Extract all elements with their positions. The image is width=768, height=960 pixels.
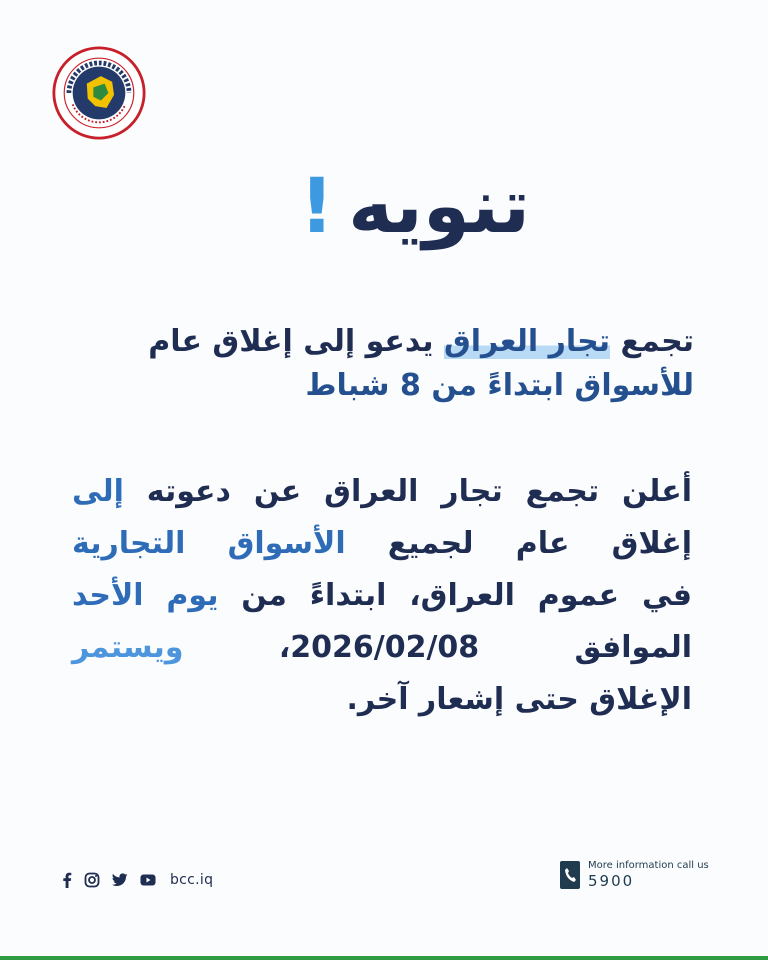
- body-line-2: إغلاق عام لجميع الأسواق التجارية: [72, 526, 692, 561]
- phone-number[interactable]: 5900: [588, 872, 635, 890]
- announcement-body: [72, 466, 692, 726]
- contact-info: [560, 860, 709, 890]
- title-word: تنويه: [348, 161, 530, 250]
- headline-line-1: تجمع تجار العراق يدعو إلى إغلاق عام: [148, 324, 694, 359]
- facebook-icon[interactable]: [62, 872, 72, 888]
- headline-line-2: للأسواق ابتداءً من 8 شباط: [305, 368, 694, 403]
- website-link[interactable]: bcc.iq: [170, 872, 214, 888]
- body-line-3: في عموم العراق، ابتداءً من يوم الأحد: [72, 578, 692, 613]
- body-line-5: الإغلاق حتى إشعار آخر.: [346, 682, 692, 717]
- headline-highlight: تجار العراق: [443, 324, 611, 359]
- social-links: [62, 870, 213, 890]
- body-line-4: الموافق 2026/02/08، ويستمر: [72, 630, 692, 665]
- twitter-icon[interactable]: [112, 873, 128, 887]
- phone-icon: [560, 861, 580, 889]
- instagram-icon[interactable]: [84, 872, 100, 888]
- youtube-icon[interactable]: [140, 874, 156, 886]
- bottom-accent-bar: [0, 956, 768, 960]
- exclamation-mark: !: [299, 161, 335, 250]
- headline: [74, 320, 694, 408]
- body-line-1: أعلن تجمع تجار العراق عن دعوته إلى: [72, 474, 692, 509]
- info-label: More information call us: [588, 860, 709, 871]
- page-title: [299, 161, 530, 250]
- chamber-logo: [52, 46, 146, 140]
